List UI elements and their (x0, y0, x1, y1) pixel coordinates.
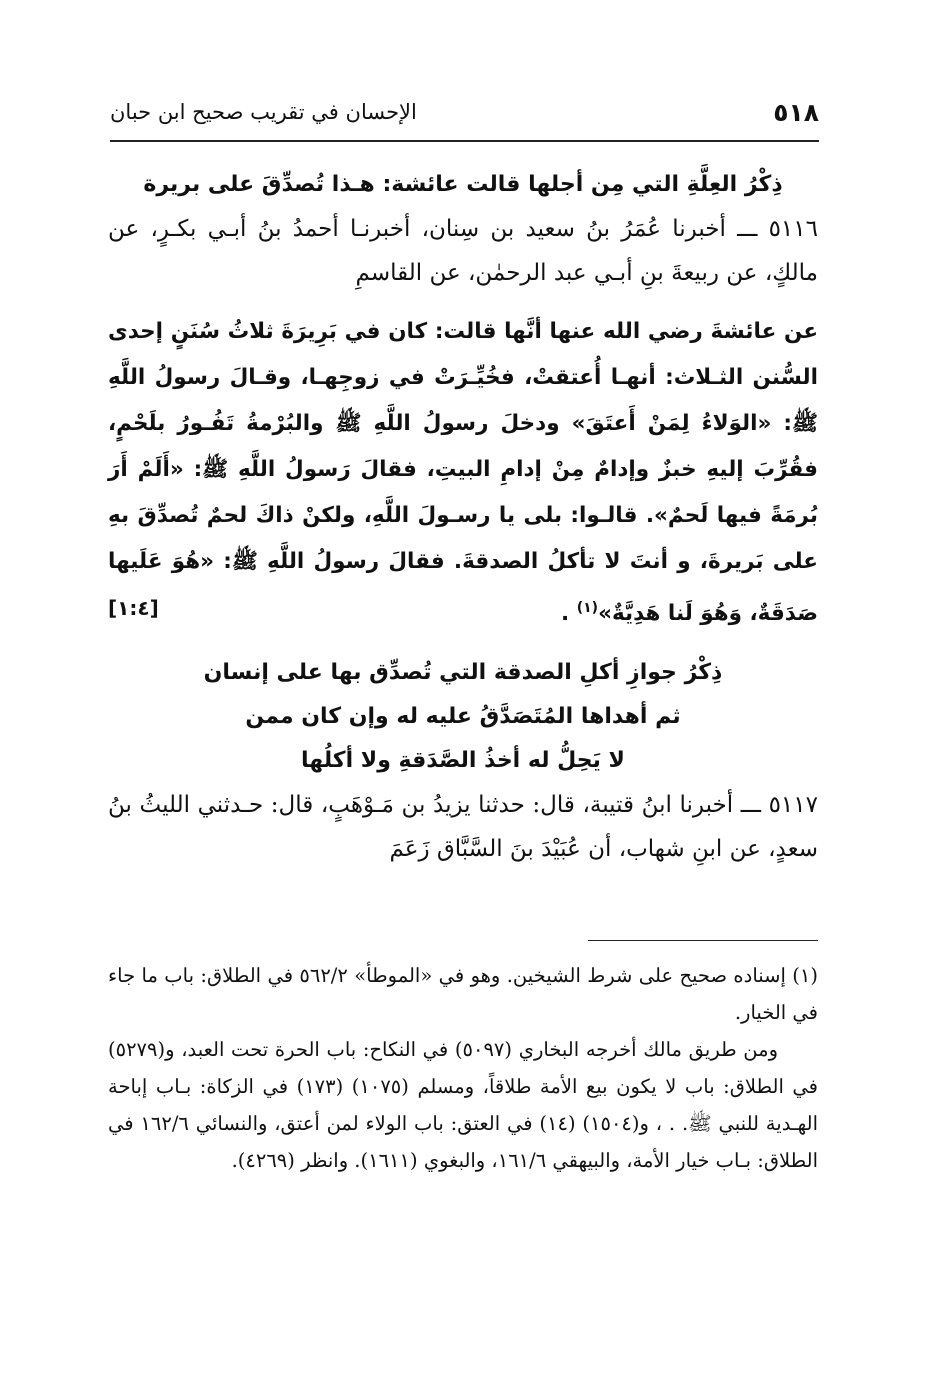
footnotes (108, 957, 818, 1179)
chapter-heading-line: ثم أهداها المُتَصَدَّقُ عليه له وإن كان ممن (245, 704, 681, 730)
page-header (110, 96, 819, 142)
running-title: الإحسان في تقريب صحيح ابن حبان (110, 100, 417, 124)
footnote: (١) إسناده صحيح على شرط الشيخين. وهو في «الموطأ» ٥٦٢/٢ في الطلاق: باب ما جاء في الخيار. (108, 964, 818, 1024)
hadith-text: عن عائشةَ رضي الله عنها أنَّها قالت: كان في بَرِيرَةَ ثلاثُ سُنَنٍ إحدى السُّنن الثـلاث: أنهـا أُعتقتْ، فخُيِّـرَتْ في زوجِهـا، وقـالَ رسولُ اللَّهِ ﷺ: «الوَلاءُ لِمَنْ أَعتَقَ» ودخلَ رسولُ اللَّهِ ﷺ والبُرْمةُ تَفُـورُ بلَحْمٍ، فقُرِّبَ إليهِ خبزٌ وإدامٌ مِنْ إدامِ البيتِ، فقالَ رَسولُ اللَّهِ ﷺ: «أَلَمْ أَرَ بُرمَةً فيها لَحمٌ». قالـوا: بلى يا رسـولَ اللَّهِ، ولكنْ ذاكَ لحمٌ تُصدِّقَ بهِ على بَريرةَ، و أنتَ لا تأكلُ الصدقةَ. فقالَ رسولُ اللَّهِ ﷺ: «هُوَ عَلَيها صَدَقَةٌ، وَهُوَ لَنا هَدِيَّةٌ»$^{(١)}$ . [١:٤] (108, 309, 818, 637)
footnote-continuation: ومن طريق مالك أخرجه البخاري (٥٠٩٧) في النكاح: باب الحرة تحت العبد، و(٥٢٧٩) في الطلاق: باب لا يكون بيع الأمة طلاقاً، ومسلم (١٠٧٥) (١٧٣) في الزكاة: بـاب إباحة الهـدية للنبي ﷺ. . ، و(١٥٠٤) (١٤) في العتق: باب الولاء لمن أعتق، والنسائي ١٦٢/٦ في الطلاق: بـاب خيار الأمة، والبيهقي ١٦١/٦، والبغوي (١٦١١). وانظر (٤٢٦٩). (108, 1038, 818, 1172)
footnote-marker: (١) (576, 600, 599, 616)
hadith-chain: ٥١١٧ ـــ أخبرنا ابنُ قتيبة، قال: حدثنا يزيدُ بن مَـوْهَبٍ، قال: حـدثني الليثُ بنُ سعدٍ، عن ابنِ شهاب، أن عُبَيْدَ بنَ السَّبَّاق زَعَمَ (108, 792, 818, 863)
hadith-body: عن عائشةَ رضي الله عنها أنَّها قالت: كان في بَرِيرَةَ ثلاثُ سُنَنٍ إحدى السُّنن الثـلاث: أنهـا أُعتقتْ، فخُيِّـرَتْ في زوجِهـا، وقـالَ رسولُ اللَّهِ ﷺ: «الوَلاءُ لِمَنْ أَعتَقَ» ودخلَ رسولُ اللَّهِ ﷺ والبُرْمةُ تَفُـورُ بلَحْمٍ، فقُرِّبَ إليهِ خبزٌ وإدامٌ مِنْ إدامِ البيتِ، فقالَ رَسولُ اللَّهِ ﷺ: «أَلَمْ أَرَ بُرمَةً فيها لَحمٌ». قالـوا: بلى يا رسـولَ اللَّهِ، ولكنْ ذاكَ لحمٌ تُصدِّقَ بهِ على بَريرةَ، و أنتَ لا تأكلُ الصدقةَ. فقالَ رسولُ اللَّهِ ﷺ: «هُوَ عَلَيها صَدَقَةٌ، وَهُوَ لَنا هَدِيَّةٌ» (108, 319, 818, 627)
hadith-chain: ٥١١٦ ـــ أخبرنا عُمَرُ بنُ سعيد بن سِنان، أخبرنـا أحمدُ بنُ أبـي بكـرٍ، عن مالكٍ، عن ربيعةَ بنِ أبـي عبد الرحمٰن، عن القاسمِ (108, 216, 818, 286)
hadith-reference: [١:٤] (108, 596, 159, 620)
chapter-heading-line: لا يَحِلُّ له أخذُ الصَّدَقةِ ولا أكلُها (301, 748, 625, 774)
chapter-heading-line: ذِكْرُ جوازِ أكلِ الصدقة التي تُصدِّق بها على إنسان (203, 660, 723, 686)
chapter-heading: ذِكْرُ العِلَّةِ التي مِن أجلها قالت عائشة: هـذا تُصدِّقَ على بريرة (143, 172, 783, 197)
page-number: ٥١٨ (773, 98, 819, 127)
footnote-divider (588, 940, 818, 941)
main-text (108, 163, 818, 871)
